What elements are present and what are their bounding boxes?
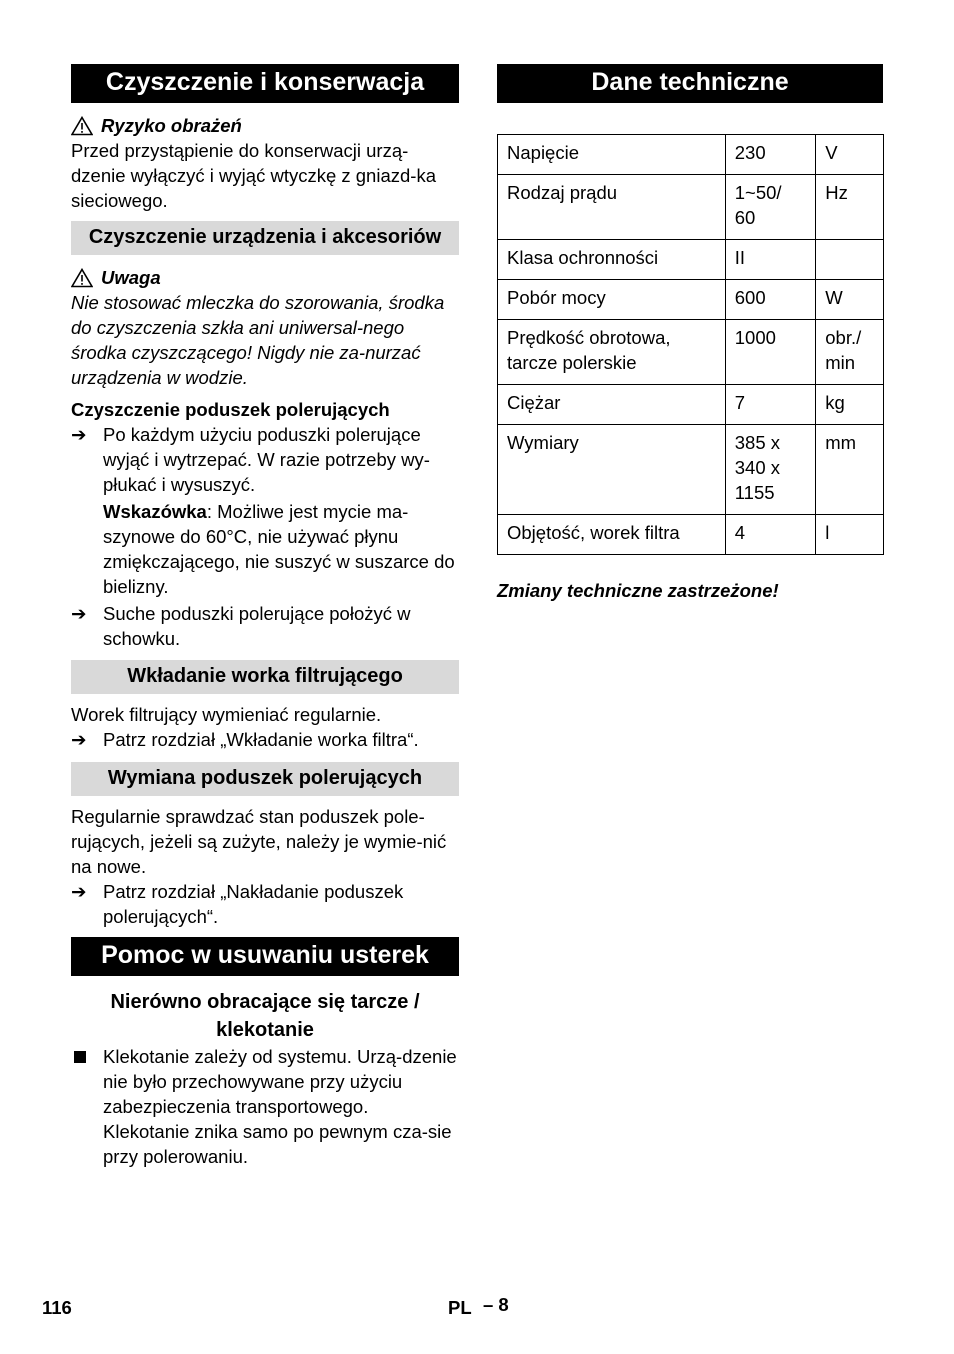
- spec-unit: [816, 240, 884, 280]
- hint-block: [71, 499, 459, 599]
- heading-device-cleaning: Czyszczenie urządzenia i akcesoriów: [71, 221, 459, 255]
- spec-value: 230: [725, 135, 815, 175]
- list-item: ➔ Po każdym użyciu poduszki polerujące wyjąć i wytrzepać. W razie potrzeby wy-płukać i wysuszyć.: [71, 424, 430, 495]
- table-row: [498, 425, 884, 515]
- spec-value: 1000: [725, 320, 815, 385]
- spec-unit: l: [816, 515, 884, 555]
- spec-unit: V: [816, 135, 884, 175]
- spec-name: Napięcie: [498, 135, 726, 175]
- square-bullet-icon: [74, 1051, 86, 1063]
- spec-value: 4: [725, 515, 815, 555]
- spec-name: Klasa ochronności: [498, 240, 726, 280]
- arrow-right-icon: ➔: [71, 729, 87, 750]
- spec-name: Prędkość obrotowa, tarcze polerskie: [498, 320, 726, 385]
- arrow-right-icon: ➔: [71, 603, 87, 624]
- heading-filter-bag: Wkładanie worka filtrującego: [71, 660, 459, 694]
- heading-cleaning: Czyszczenie i konserwacja: [71, 64, 459, 103]
- spec-value: 600: [725, 280, 815, 320]
- table-row: [498, 135, 884, 175]
- spec-value: II: [725, 240, 815, 280]
- spec-unit: W: [816, 280, 884, 320]
- spec-value: 1~50/ 60: [725, 175, 815, 240]
- left-column: [71, 64, 459, 1169]
- technical-changes-note: Zmiany techniczne zastrzeżone!: [497, 580, 779, 601]
- table-row: [498, 280, 884, 320]
- heading-technical-data: Dane techniczne: [497, 64, 883, 103]
- list-item: ➔ Suche poduszki polerujące położyć w schowku.: [71, 603, 411, 649]
- table-row: [498, 385, 884, 425]
- spec-name: Pobór mocy: [498, 280, 726, 320]
- right-column: [497, 64, 883, 603]
- subheading-uneven-rotation: Nierówno obracające się tarcze / klekotanie: [110, 991, 420, 1041]
- spec-value: 7: [725, 385, 815, 425]
- warning-caution-label: Uwaga: [101, 267, 161, 288]
- spec-name: Rodzaj prądu: [498, 175, 726, 240]
- spec-table: [497, 134, 884, 555]
- warning-caution-text: Nie stosować mleczka do szorowania, środka do czyszczenia szkła ani uniwersal-nego środka czyszczącego! Nigdy nie za-nurzać urządzenia w wodzie.: [71, 292, 445, 388]
- heading-troubleshooting: Pomoc w usuwaniu usterek: [71, 937, 459, 976]
- list-item: ➔ Patrz rozdział „Nakładanie poduszek polerujących“.: [71, 881, 404, 927]
- list-item: Klekotanie zależy od systemu. Urzą-dzenie nie było przechowywane przy użyciu zabezpieczenia transportowego. Klekotanie znika samo po pewnym cza-sie przy polerowaniu.: [71, 1044, 459, 1169]
- section-page: – 8: [483, 1294, 509, 1315]
- hint-text: : Możliwe jest mycie ma-szynowe do 60°C, nie używać płynu zmiękczającego, nie suszyć w suszarce do bielizny.: [103, 501, 455, 597]
- warning-injury: [71, 113, 459, 138]
- table-row: [498, 515, 884, 555]
- spec-name: Wymiary: [498, 425, 726, 515]
- warning-triangle-icon: [71, 268, 93, 288]
- warning-caution: [71, 265, 459, 290]
- table-row: [498, 240, 884, 280]
- page-number: 116: [42, 1297, 72, 1318]
- table-row: [498, 175, 884, 240]
- spec-unit: obr./ min: [816, 320, 884, 385]
- warning-triangle-icon: [71, 116, 93, 136]
- list-item: ➔ Patrz rozdział „Wkładanie worka filtra“.: [71, 729, 419, 750]
- spec-value: 385 x 340 x 1155: [725, 425, 815, 515]
- spec-unit: kg: [816, 385, 884, 425]
- heading-replace-pads: Wymiana poduszek polerujących: [71, 762, 459, 796]
- hint-label: Wskazówka: [103, 501, 207, 522]
- replace-text: Regularnie sprawdzać stan poduszek pole-rujących, jeżeli są zużyte, należy je wymie-nić na nowe.: [71, 806, 447, 877]
- spec-unit: mm: [816, 425, 884, 515]
- table-row: [498, 320, 884, 385]
- subheading-pad-cleaning: Czyszczenie poduszek polerujących: [71, 399, 390, 420]
- arrow-right-icon: ➔: [71, 424, 87, 445]
- language-code: PL: [448, 1297, 472, 1318]
- spec-unit: Hz: [816, 175, 884, 240]
- warning-injury-text: Przed przystąpienie do konserwacji urzą-dzenie wyłączyć i wyjąć wtyczkę z gniazd-ka sieciowego.: [71, 140, 436, 211]
- warning-injury-label: Ryzyko obrażeń: [101, 115, 242, 136]
- filter-text: Worek filtrujący wymieniać regularnie.: [71, 704, 382, 725]
- spec-name: Objętość, worek filtra: [498, 515, 726, 555]
- arrow-right-icon: ➔: [71, 881, 87, 902]
- spec-name: Ciężar: [498, 385, 726, 425]
